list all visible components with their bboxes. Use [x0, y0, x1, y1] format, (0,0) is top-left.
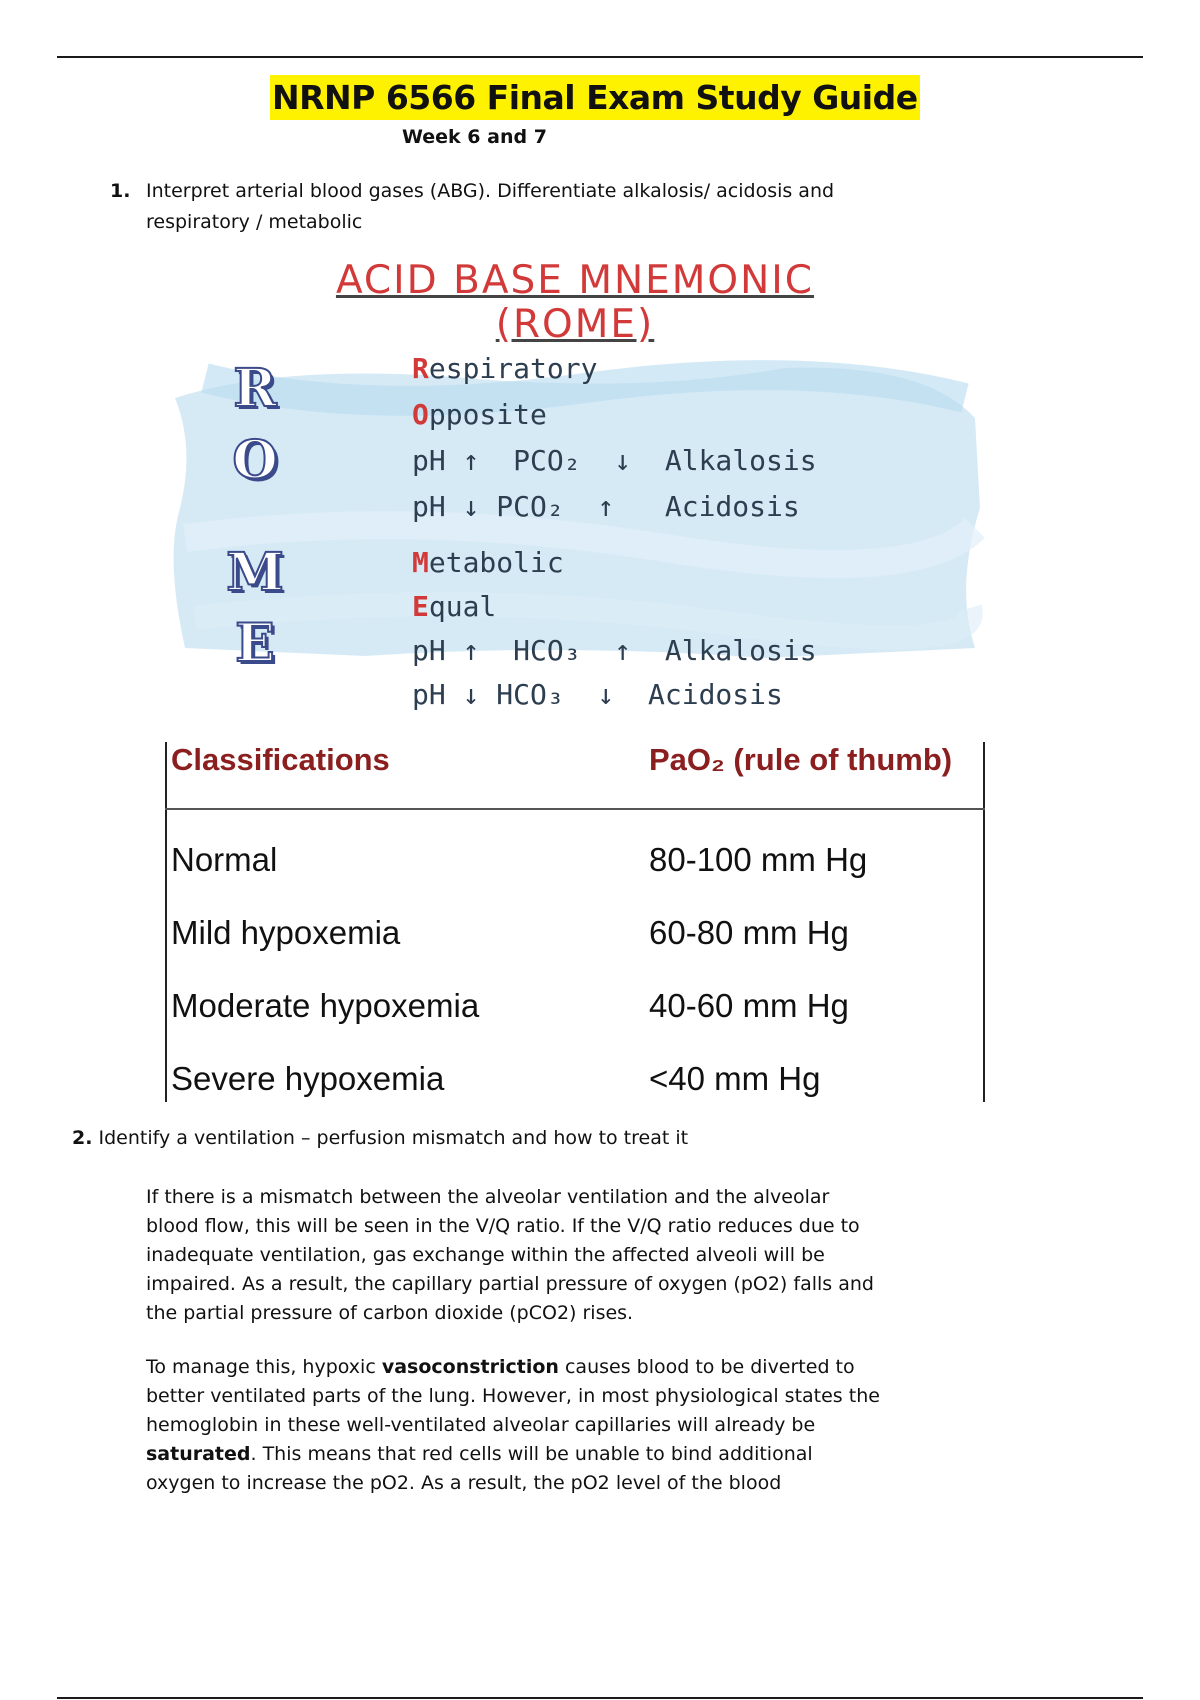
question-1-text: Interpret arterial blood gases (ABG). Differentiate alkalosis/ acidosis and respiratory / metabolic	[146, 180, 835, 233]
mnemonic-cap: E	[412, 590, 429, 623]
mnemonic-rest: pH ↓ PCO₂ ↑ Acidosis	[412, 490, 800, 523]
table-cell-classification: Mild hypoxemia	[171, 914, 401, 951]
mnemonic-rest: etabolic	[428, 546, 564, 579]
mnemonic-title-line-2: (ROME)	[495, 302, 655, 347]
mnemonic-line-resp-acidosis	[412, 490, 800, 523]
bold-term-saturated: saturated	[146, 1443, 251, 1465]
table-right-border	[983, 742, 985, 1102]
mnemonic-rest: pH ↓ HCO₃ ↓ Acidosis	[412, 678, 783, 711]
mnemonic-cap: M	[412, 546, 429, 579]
table-header-classifications: Classifications	[171, 742, 390, 777]
table-cell-classification: Severe hypoxemia	[171, 1060, 445, 1097]
document-title: NRNP 6566 Final Exam Study Guide	[270, 75, 920, 120]
question-2	[72, 1127, 688, 1149]
table-cell-pao2: 40-60 mm Hg	[649, 987, 849, 1024]
mnemonic-letter-e: E	[235, 613, 275, 674]
mnemonic-cap: O	[412, 398, 429, 431]
mnemonic-title-line-1: ACID BASE MNEMONIC	[335, 258, 815, 303]
mnemonic-rest: pH ↑ PCO₂ ↓ Alkalosis	[412, 444, 817, 477]
question-2-number: 2.	[72, 1127, 93, 1149]
table-header-pao2: PaO₂ (rule of thumb)	[649, 742, 953, 777]
table-header-divider	[165, 808, 985, 810]
mnemonic-letter-r: R	[233, 358, 277, 419]
question-1-number: 1.	[110, 180, 131, 202]
question-2-text: Identify a ventilation – perfusion mismatch and how to treat it	[98, 1127, 689, 1149]
table-left-border	[165, 742, 167, 1102]
paragraph-text: To manage this, hypoxic	[146, 1356, 382, 1378]
mnemonic-line-metabolic	[412, 546, 564, 579]
table-cell-classification: Moderate hypoxemia	[171, 987, 480, 1024]
table-cell-pao2: 80-100 mm Hg	[649, 841, 868, 878]
hypoxemia-classification-table	[165, 742, 985, 1102]
document-subtitle: Week 6 and 7	[402, 126, 547, 148]
paragraph-text: causes blood to be diverted to better ventilated parts of the lung. However, in most physiological states the hemoglobin in these well-ventilated alveolar capillaries will already be	[146, 1356, 880, 1436]
paragraph-text: . This means that red cells will be unable to bind additional oxygen to increase the pO2. As a result, the pO2 level of the blood	[146, 1443, 813, 1494]
mnemonic-rest: espiratory	[428, 352, 598, 385]
mnemonic-line-equal	[412, 590, 496, 623]
mnemonic-line-met-acidosis	[412, 678, 783, 711]
mnemonic-line-resp-alkalosis	[412, 444, 817, 477]
table-cell-pao2: 60-80 mm Hg	[649, 914, 849, 951]
mnemonic-letter-m: M	[226, 542, 284, 603]
mnemonic-line-opposite	[412, 398, 547, 431]
top-rule	[57, 56, 1143, 58]
question-1	[110, 176, 866, 238]
mnemonic-line-respiratory	[412, 352, 597, 385]
table-cell-pao2: <40 mm Hg	[649, 1060, 821, 1097]
table-cell-classification: Normal	[171, 841, 278, 878]
bottom-rule	[57, 1697, 1143, 1699]
bold-term-vasoconstriction: vasoconstriction	[381, 1356, 559, 1378]
mnemonic-rest: pposite	[428, 398, 547, 431]
rome-mnemonic-graphic	[165, 258, 985, 710]
mnemonic-rest: pH ↑ HCO₃ ↑ Alkalosis	[412, 634, 817, 667]
paragraph-vq-mismatch: If there is a mismatch between the alveolar ventilation and the alveolar blood flow, this will be seen in the V/Q ratio. If the V/Q ratio reduces due to inadequate ventilation, gas exchange within the affected alveoli will be impaired. As a result, the capillary partial pressure of oxygen (pO2) falls and the partial pressure of carbon dioxide (pCO2) rises.	[146, 1186, 874, 1324]
mnemonic-letter-o: O	[232, 430, 278, 491]
mnemonic-cap: R	[412, 352, 429, 385]
mnemonic-rest: qual	[428, 590, 497, 623]
paragraph-management	[146, 1353, 886, 1498]
mnemonic-line-met-alkalosis	[412, 634, 817, 667]
